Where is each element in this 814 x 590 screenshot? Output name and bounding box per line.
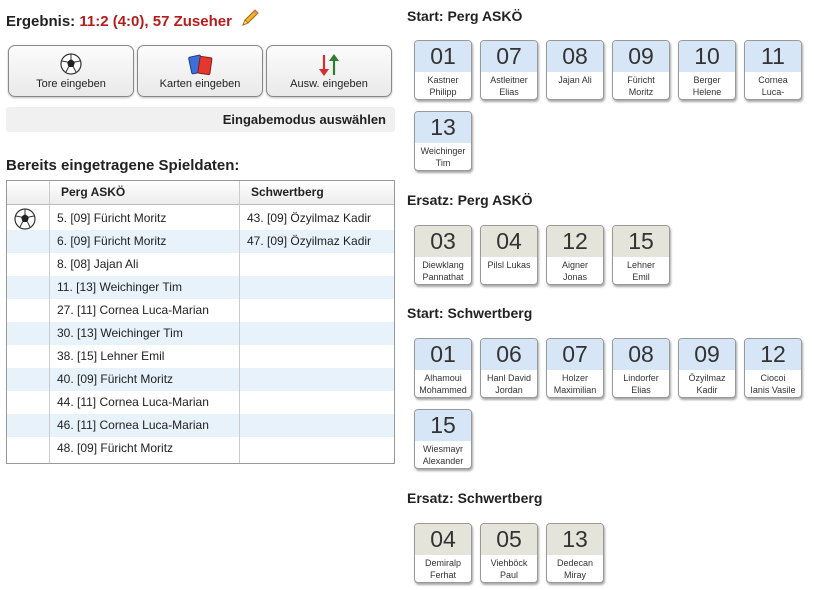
- player-tile[interactable]: [480, 523, 538, 583]
- entered-data-heading: Bereits eingetragene Spieldaten:: [6, 157, 240, 174]
- player-name-line: Füricht: [627, 75, 655, 85]
- player-name: [613, 372, 669, 396]
- lineup-heading: Start: Schwertberg: [407, 305, 533, 321]
- player-name: [481, 372, 537, 396]
- table-row: [7, 207, 394, 230]
- player-name-line: Moritz: [628, 87, 654, 97]
- column-home-team: Perg ASKÖ: [61, 185, 126, 199]
- player-name-line: Viehböck: [490, 558, 528, 568]
- player-name: [481, 74, 537, 98]
- player-name: [547, 259, 603, 283]
- player-name-line: Jajan Ali: [558, 75, 592, 85]
- player-name-line: Astleitner: [490, 75, 528, 85]
- substitution-arrows-icon: [267, 53, 391, 75]
- lineup-heading: Start: Perg ASKÖ: [407, 8, 523, 24]
- result-value: 11:2 (4:0), 57 Zuseher: [79, 13, 232, 30]
- cards-button-label: Karten eingeben: [159, 78, 241, 90]
- player-name-line: Philipp: [429, 87, 457, 97]
- player-tile[interactable]: [480, 40, 538, 100]
- player-tile[interactable]: [480, 338, 538, 398]
- player-number: 01: [415, 339, 471, 370]
- column-away-team: Schwertberg: [251, 185, 324, 199]
- home-event: 40. [09] Füricht Moritz: [57, 372, 174, 386]
- player-name-line: Jordan: [495, 385, 523, 395]
- result-line: [6, 8, 260, 32]
- home-event: 38. [15] Lehner Emil: [57, 349, 165, 363]
- player-name-line: Lindorfer: [623, 373, 659, 383]
- player-tile[interactable]: [612, 40, 670, 100]
- player-name-line: Cornea: [758, 75, 788, 85]
- player-tile[interactable]: [414, 225, 472, 285]
- player-number: 12: [745, 339, 801, 370]
- player-number: 04: [415, 524, 471, 555]
- player-name: [679, 372, 735, 396]
- player-tile[interactable]: [480, 225, 538, 285]
- table-header: [7, 181, 394, 205]
- player-name-line: Maximilian: [553, 385, 597, 395]
- player-name: [613, 74, 669, 98]
- player-name: [415, 443, 471, 467]
- player-name: [415, 145, 471, 169]
- player-tile[interactable]: [612, 338, 670, 398]
- table-row: [7, 414, 394, 437]
- player-name-line: Kadir: [696, 385, 718, 395]
- cards-icon: [138, 53, 262, 75]
- player-name: [745, 372, 801, 396]
- player-name-line: Berger: [693, 75, 721, 85]
- player-name-line: Miray: [564, 570, 586, 580]
- player-number: 08: [547, 41, 603, 72]
- player-tile[interactable]: [414, 111, 472, 171]
- home-event: 44. [11] Cornea Luca-Marian: [57, 395, 209, 409]
- table-row: [7, 253, 394, 276]
- home-event: 6. [09] Füricht Moritz: [57, 234, 167, 248]
- player-name-line: Ferhat: [429, 570, 456, 580]
- player-name-line: Mohammed: [419, 385, 467, 395]
- input-mode-select[interactable]: Eingabemodus auswählen: [6, 107, 395, 132]
- away-event: 43. [09] Özyilmaz Kadir: [247, 211, 372, 225]
- player-tile[interactable]: [546, 338, 604, 398]
- player-name: [547, 372, 603, 396]
- home-event: 46. [11] Cornea Luca-Marian: [57, 418, 209, 432]
- result-label: Ergebnis:: [6, 13, 76, 30]
- player-tile[interactable]: [414, 338, 472, 398]
- player-name-line: Ianis Vasile: [750, 385, 796, 395]
- pencil-icon[interactable]: [240, 8, 260, 32]
- player-name-line: Helene: [692, 87, 722, 97]
- player-name-line: Weichinger: [420, 146, 466, 156]
- home-event: 27. [11] Cornea Luca-Marian: [57, 303, 209, 317]
- player-number: 05: [481, 524, 537, 555]
- player-number: 01: [415, 41, 471, 72]
- player-name-line: Jonas: [562, 272, 588, 282]
- substitutions-button-label: Ausw. eingeben: [290, 78, 368, 90]
- player-name-line: Paul: [499, 570, 518, 580]
- player-number: 15: [613, 226, 669, 257]
- player-tile[interactable]: [744, 338, 802, 398]
- player-name-line: Aigner: [561, 260, 588, 270]
- table-row: [7, 276, 394, 299]
- player-name-line: Özyilmaz: [688, 373, 726, 383]
- player-name-line: Pannathat: [422, 272, 464, 282]
- table-row: [7, 368, 394, 391]
- table-row: [7, 299, 394, 322]
- soccer-ball-icon: [14, 208, 36, 233]
- player-number: 09: [613, 41, 669, 72]
- player-name-line: Elias: [631, 385, 651, 395]
- player-name: [415, 74, 471, 98]
- player-number: 12: [547, 226, 603, 257]
- player-tile[interactable]: [612, 225, 670, 285]
- player-tile[interactable]: [414, 523, 472, 583]
- player-name-line: Diewklang: [422, 260, 464, 270]
- player-number: 04: [481, 226, 537, 257]
- column-divider: [49, 181, 50, 463]
- player-name-line: Lehner: [626, 260, 656, 270]
- home-event: 48. [09] Füricht Moritz: [57, 441, 174, 455]
- goals-button-label: Tore eingeben: [36, 78, 106, 90]
- player-number: 07: [547, 339, 603, 370]
- player-tile[interactable]: [744, 40, 802, 100]
- table-row: [7, 345, 394, 368]
- table-row: [7, 322, 394, 345]
- player-name: [745, 74, 801, 98]
- player-number: 10: [679, 41, 735, 72]
- lineup-heading: Ersatz: Perg ASKÖ: [407, 192, 533, 208]
- player-tile[interactable]: [414, 40, 472, 100]
- player-name-line: Demiralp: [424, 558, 461, 568]
- column-divider: [239, 181, 240, 463]
- player-number: 06: [481, 339, 537, 370]
- player-name: [415, 259, 471, 283]
- player-number: 08: [613, 339, 669, 370]
- table-row: [7, 391, 394, 414]
- player-name-line: Tim: [435, 158, 451, 168]
- player-name: [613, 259, 669, 283]
- player-name: [679, 74, 735, 98]
- player-name: [415, 372, 471, 396]
- player-name-line: Hanl David: [486, 373, 532, 383]
- player-tile[interactable]: [546, 225, 604, 285]
- home-event: 8. [08] Jajan Ali: [57, 257, 139, 271]
- events-table: [6, 180, 395, 464]
- player-tile[interactable]: [546, 40, 604, 100]
- player-name-line: Holzer: [561, 373, 588, 383]
- player-name-line: Emil: [632, 272, 650, 282]
- player-number: 09: [679, 339, 735, 370]
- cards-button[interactable]: [137, 45, 263, 97]
- player-tile[interactable]: [678, 338, 736, 398]
- player-number: 11: [745, 41, 801, 72]
- player-name: [547, 557, 603, 581]
- player-number: 03: [415, 226, 471, 257]
- player-name-line: Dedecan: [556, 558, 594, 568]
- player-name: [481, 557, 537, 581]
- lineup-heading: Ersatz: Schwertberg: [407, 490, 543, 506]
- player-tile[interactable]: [678, 40, 736, 100]
- substitutions-button[interactable]: [266, 45, 392, 97]
- player-name-line: Elias: [499, 87, 519, 97]
- table-row: [7, 230, 394, 253]
- player-name-line: Kastner: [427, 75, 459, 85]
- goals-button[interactable]: [8, 45, 134, 97]
- away-event: 47. [09] Özyilmaz Kadir: [247, 234, 372, 248]
- table-row: [7, 437, 394, 460]
- player-name: [547, 74, 603, 86]
- player-name: [481, 259, 537, 271]
- soccer-ball-icon: [9, 53, 133, 75]
- player-name-line: Pilsl Lukas: [487, 260, 531, 270]
- player-tile[interactable]: [414, 409, 472, 469]
- player-name-line: Ciocoi: [760, 373, 786, 383]
- home-event: 5. [09] Füricht Moritz: [57, 211, 167, 225]
- player-name-line: Luca-: [761, 87, 785, 97]
- player-name-line: Wiesmayr: [423, 444, 463, 454]
- player-name-line: Alhamoui: [424, 373, 462, 383]
- player-number: 13: [547, 524, 603, 555]
- player-tile[interactable]: [546, 523, 604, 583]
- home-event: 30. [13] Weichinger Tim: [57, 326, 183, 340]
- player-number: 13: [415, 112, 471, 143]
- player-number: 15: [415, 410, 471, 441]
- player-name-line: Alexander: [422, 456, 464, 466]
- player-number: 07: [481, 41, 537, 72]
- home-event: 11. [13] Weichinger Tim: [57, 280, 182, 294]
- player-name: [415, 557, 471, 581]
